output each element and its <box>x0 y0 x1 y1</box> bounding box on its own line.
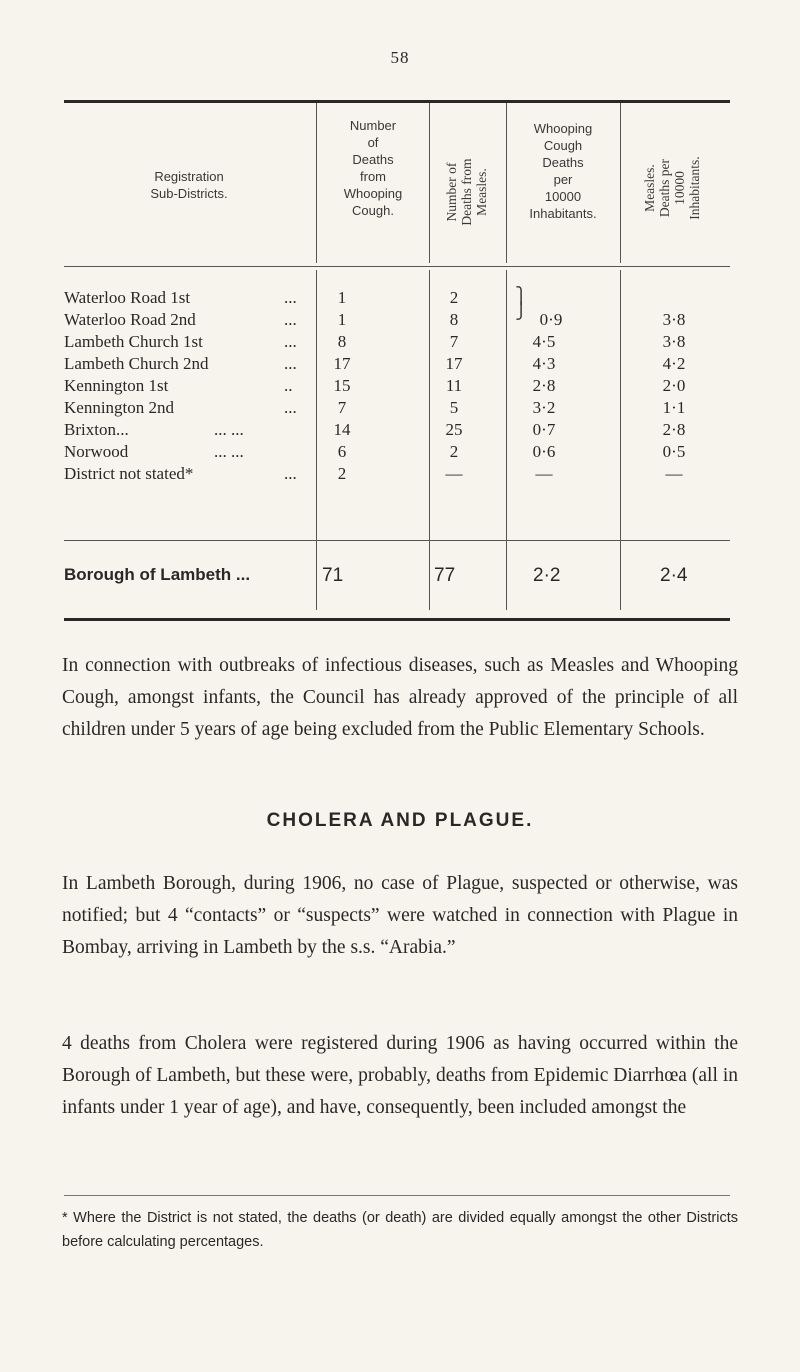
total-whooping-rate: 2·2 <box>533 565 561 586</box>
row-leader-dots: ... <box>284 310 297 329</box>
row-name: Lambeth Church 1st <box>64 332 203 351</box>
row-measles-deaths: 25 <box>445 420 463 439</box>
page-number: 58 <box>390 48 410 67</box>
row-whooping-deaths: 2 <box>337 464 347 483</box>
table-row <box>64 397 734 418</box>
row-leader-dots: .. <box>284 376 293 395</box>
row-whooping-deaths: 1 <box>337 288 347 307</box>
row-measles-deaths: 11 <box>445 376 463 395</box>
paragraph-exclusion: In connection with outbreaks of infectious diseases, such as Measles and Whooping Cough, amongst infants, the Council has already approved of the principle of all children under 5 years of age being excluded from the Public Elementary Schools. <box>62 655 738 740</box>
row-leader-dots: ... ... <box>214 442 244 461</box>
row-measles-deaths: 8 <box>449 310 459 329</box>
waterloo-whooping-rate: 0·9 <box>539 310 563 329</box>
table-row <box>64 331 734 352</box>
row-leader-dots: ... <box>284 398 297 417</box>
row-whooping-deaths: 1 <box>337 310 347 329</box>
total-measles-rate: 2·4 <box>660 565 688 586</box>
row-measles-rate: 2·0 <box>662 376 686 395</box>
row-name: District not stated* <box>64 464 194 483</box>
row-measles-rate: 2·8 <box>662 420 686 439</box>
row-name: Waterloo Road 1st <box>64 288 191 307</box>
row-measles-deaths: — <box>445 464 463 483</box>
row-whooping-rate: 2·8 <box>532 376 556 395</box>
row-whooping-rate: — <box>535 464 553 483</box>
row-name: Kennington 1st <box>64 376 169 395</box>
table-row <box>64 309 734 330</box>
table-row <box>64 463 734 484</box>
header-subdistricts: Registration Sub-Districts. <box>150 169 228 201</box>
row-measles-rate: — <box>665 464 683 483</box>
total-row <box>64 565 734 589</box>
row-name: Norwood <box>64 442 129 461</box>
row-leader-dots: ... <box>284 288 297 307</box>
section-heading: CHOLERA AND PLAGUE. <box>266 810 534 831</box>
row-leader-dots: ... ... <box>214 420 244 439</box>
row-measles-rate: 0·5 <box>662 442 686 461</box>
row-name: Brixton... <box>64 420 129 439</box>
row-name: Kennington 2nd <box>64 398 175 417</box>
row-measles-rate: 1·1 <box>662 398 686 417</box>
row-measles-rate: 3·8 <box>662 332 686 351</box>
table-bottom-rule <box>64 618 730 621</box>
header-whooping-deaths: Number of Deaths from Whooping Cough. <box>343 118 403 218</box>
row-measles-rate: 4·2 <box>662 354 686 373</box>
row-whooping-deaths: 8 <box>337 332 347 351</box>
row-whooping-rate: 3·2 <box>532 398 556 417</box>
table-top-rule <box>64 100 730 103</box>
total-label: Borough of Lambeth ... <box>64 565 251 584</box>
row-name: Waterloo Road 2nd <box>64 310 196 329</box>
table-row <box>64 353 734 374</box>
paragraph-cholera: 4 deaths from Cholera were registered during 1906 as having occurred within the Borough of Lambeth, but these were, probably, deaths from Epidemic Diarrhœa (all in infants under 1 year of age), and have, consequently, been included amongst the <box>62 1033 738 1118</box>
waterloo-measles-rate: 3·8 <box>662 310 686 329</box>
row-whooping-rate: 0·6 <box>532 442 556 461</box>
row-whooping-rate: 0·7 <box>532 420 556 439</box>
footnote: * Where the District is not stated, the deaths (or death) are divided equally amongst the other Districts before calculating percentages. <box>62 1210 738 1250</box>
paragraph-plague: In Lambeth Borough, during 1906, no case of Plague, suspected or otherwise, was notified; but 4 “contacts” or “suspects” were watched in connection with Plague in Bombay, arriving in Lambeth by the s.s. “Arabia.” <box>62 873 738 958</box>
row-whooping-rate: 4·3 <box>532 354 556 373</box>
table-row <box>64 287 734 308</box>
row-measles-deaths: 2 <box>449 442 459 461</box>
header-measles-deaths: Number of Deaths from Measles. <box>444 158 489 226</box>
header-bottom-rule <box>64 266 730 267</box>
waterloo-brace: ⎫ ⎭ <box>515 288 527 320</box>
row-whooping-deaths: 6 <box>337 442 347 461</box>
row-whooping-rate: 4·5 <box>532 332 556 351</box>
row-whooping-deaths: 15 <box>333 376 351 395</box>
row-measles-deaths: 7 <box>449 332 459 351</box>
row-name: Lambeth Church 2nd <box>64 354 209 373</box>
column-divider <box>316 103 317 263</box>
row-whooping-deaths: 7 <box>337 398 347 417</box>
total-measles-deaths: 77 <box>434 565 456 586</box>
table-row <box>64 441 734 462</box>
column-divider <box>506 103 507 263</box>
table-row <box>64 419 734 440</box>
total-top-rule <box>64 540 730 541</box>
row-leader-dots: ... <box>284 332 297 351</box>
column-divider <box>429 103 430 263</box>
row-measles-deaths: 5 <box>449 398 459 417</box>
header-whooping-rate: Whooping Cough Deaths per 10000 Inhabitants. <box>529 121 597 221</box>
row-measles-deaths: 17 <box>445 354 463 373</box>
row-measles-deaths: 2 <box>449 288 459 307</box>
row-whooping-deaths: 17 <box>333 354 351 373</box>
table-row <box>64 375 734 396</box>
row-leader-dots: ... <box>284 464 297 483</box>
row-leader-dots: ... <box>284 354 297 373</box>
row-whooping-deaths: 14 <box>333 420 351 439</box>
total-whooping-deaths: 71 <box>322 565 344 586</box>
header-measles-rate: Measles. Deaths per 10000 Inhabitants. <box>642 156 702 220</box>
footnote-rule <box>64 1195 730 1196</box>
column-divider <box>620 103 621 263</box>
